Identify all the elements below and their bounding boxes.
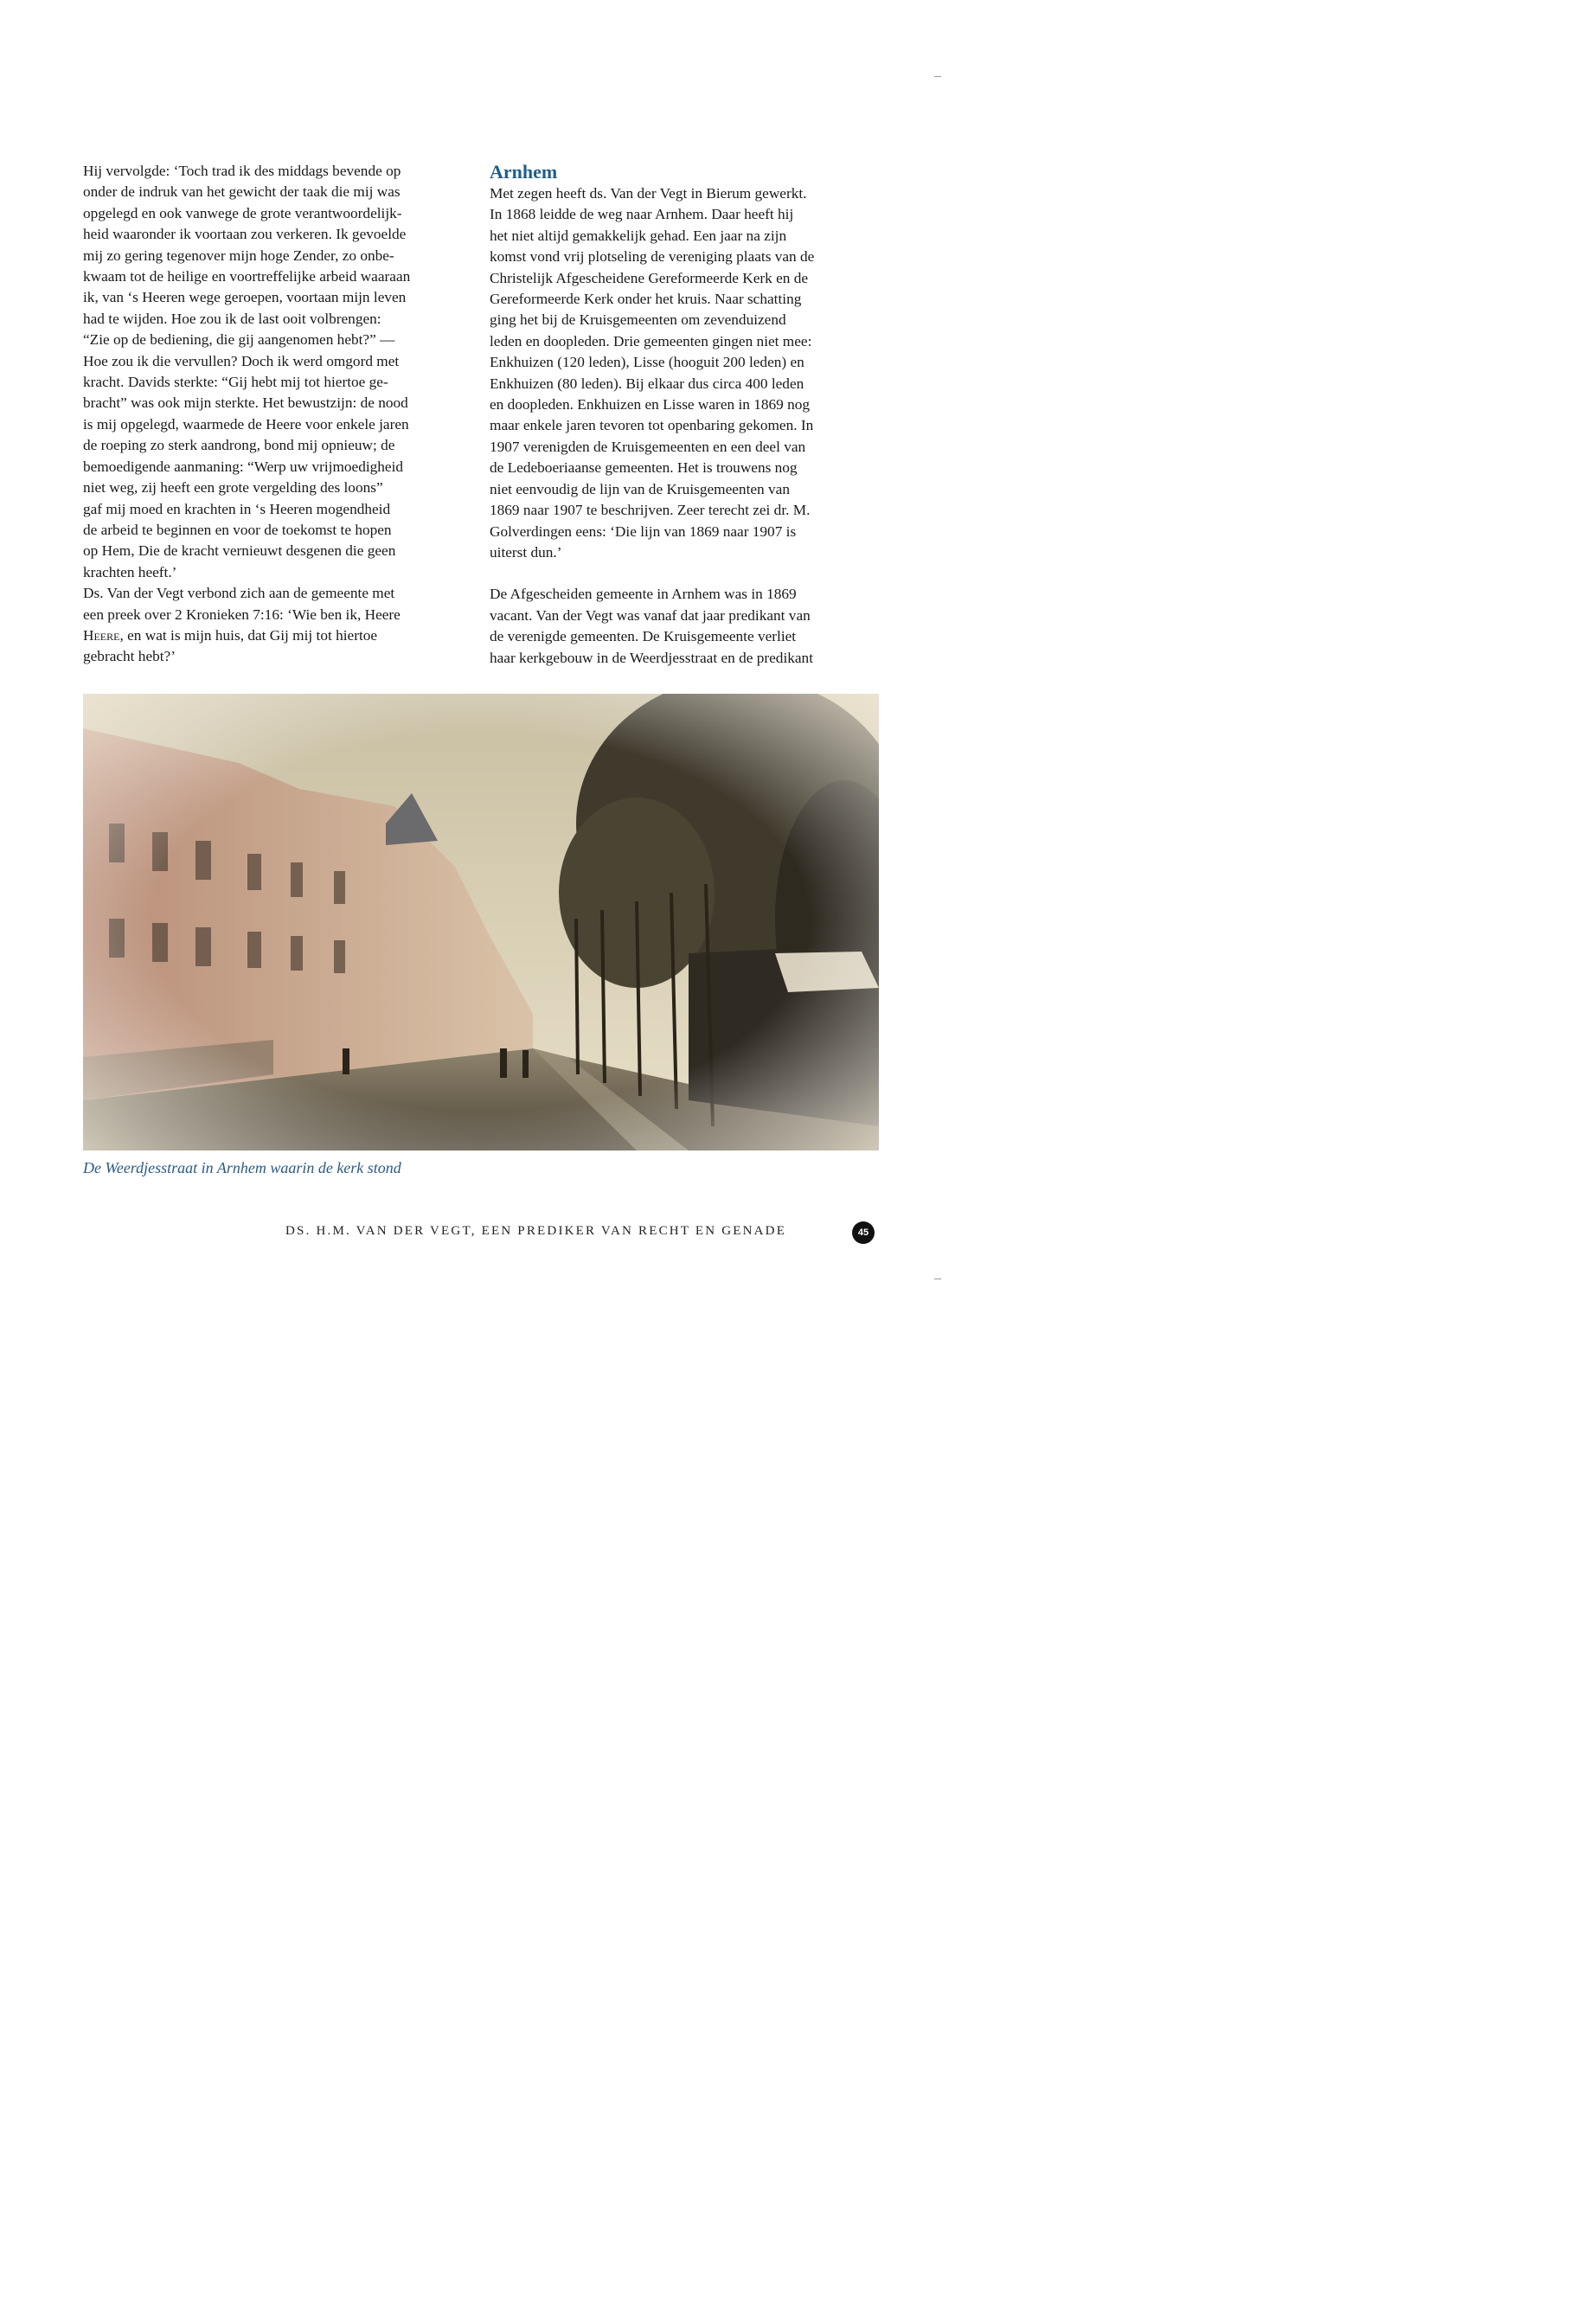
heere-smallcaps: Heere — [83, 626, 120, 644]
book-page — [0, 0, 941, 1356]
left-paragraph-1: Hij vervolgde: ‘Toch trad ik des middags bevende op onder de indruk van het gewicht der taak die mij was opgelegd en ook vanwege de grote verantwoordelijk- heid waaronder ik voortaan zou verkeren. Ik gevoelde mij zo gering tegenover mijn hoge Zender, zo onbe- kwaam tot de heilige en voortreffelijke arbeid waaraan ik, van ‘s Heeren wege geroepen, voortaan mijn leven had te wijden. Hoe zou ik de last ooit volbrengen: “Zie op de bediening, die gij aangenomen hebt?” — Hoe zou ik die vervullen? Doch ik werd omgord met kracht. Davids sterkte: “Gij hebt mij tot hiertoe ge- bracht” was ook mijn sterkte. Het bewustzijn: de nood is mij opgelegd, waarmede de Heere voor enkele jaren de roeping zo sterk aandrong, bond mij opnieuw; de bemoedigende aanmaning: “Werp uw vrijmoedigheid niet weg, zij heeft een grote vergelding des loons” gaf mij moed en krachten in ‘s Heeren mogendheid de arbeid te beginnen en voor de toekomst te hopen op Hem, Die de kracht vernieuwt desgenen die geen krachten heeft.’ — [83, 163, 411, 580]
page-number-badge: 45 — [852, 1221, 875, 1244]
left-paragraph-2-end: , en wat is mijn huis, dat Gij mij tot hiertoe gebracht hebt?’ — [83, 626, 378, 665]
right-paragraph-2: De Afgescheiden gemeente in Arnhem was in 1869 vacant. Van der Vegt was vanaf dat jaar predikant van de verenigde gemeenten. De Kruisgemeente verliet haar kerkgebouw in de Weerdjesstraat en de predikant — [490, 586, 814, 666]
left-column — [83, 161, 471, 668]
paragraph-gap — [490, 563, 877, 584]
street-photo — [83, 694, 879, 1150]
figure-caption: De Weerdjesstraat in Arnhem waarin de kerk stond — [83, 1159, 401, 1176]
photo-vignette — [83, 694, 879, 1150]
crop-mark-top — [934, 76, 941, 77]
section-heading: Arnhem — [490, 161, 558, 183]
running-footer: DS. H.M. VAN DER VEGT, EEN PREDIKER VAN RECHT EN GENADE — [285, 1224, 787, 1238]
left-paragraph-2-start: Ds. Van der Vegt verbond zich aan de gemeente met een preek over 2 Kronieken 7:16: ‘Wie ben ik, Heere — [83, 585, 401, 623]
right-paragraph-1: Met zegen heeft ds. Van der Vegt in Bierum gewerkt. In 1868 leidde de weg naar Arnhem. Daar heeft hij het niet altijd gemakkelijk gehad. Een jaar na zijn komst vond vrij plotseling de vereniging plaats van de Christelijk Afgescheidene Gereformeerde Kerk en de Gereformeerde Kerk onder het kruis. Naar schatting ging het bij de Kruisgemeenten om zevenduizend leden en doopleden. Drie gemeenten gingen niet mee: Enkhuizen (120 leden), Lisse (hooguit 200 leden) en Enkhuizen (80 leden). Bij elkaar dus circa 400 leden en doopleden. Enkhuizen en Lisse waren in 1869 nog maar enkele jaren tevoren tot openbaring gekomen. In 1907 verenigden de Kruisgemeenten en een deel van de Ledeboeriaanse gemeenten. Het is trouwens nog niet eenvoudig de lijn van de Kruisgemeenten van 1869 naar 1907 te beschrijven. Zeer terecht zei dr. M. Golverdingen eens: ‘Die lijn van 1869 naar 1907 is uiterst dun.’ — [490, 185, 815, 561]
left-paragraph-2 — [83, 583, 471, 668]
right-column — [490, 161, 877, 669]
